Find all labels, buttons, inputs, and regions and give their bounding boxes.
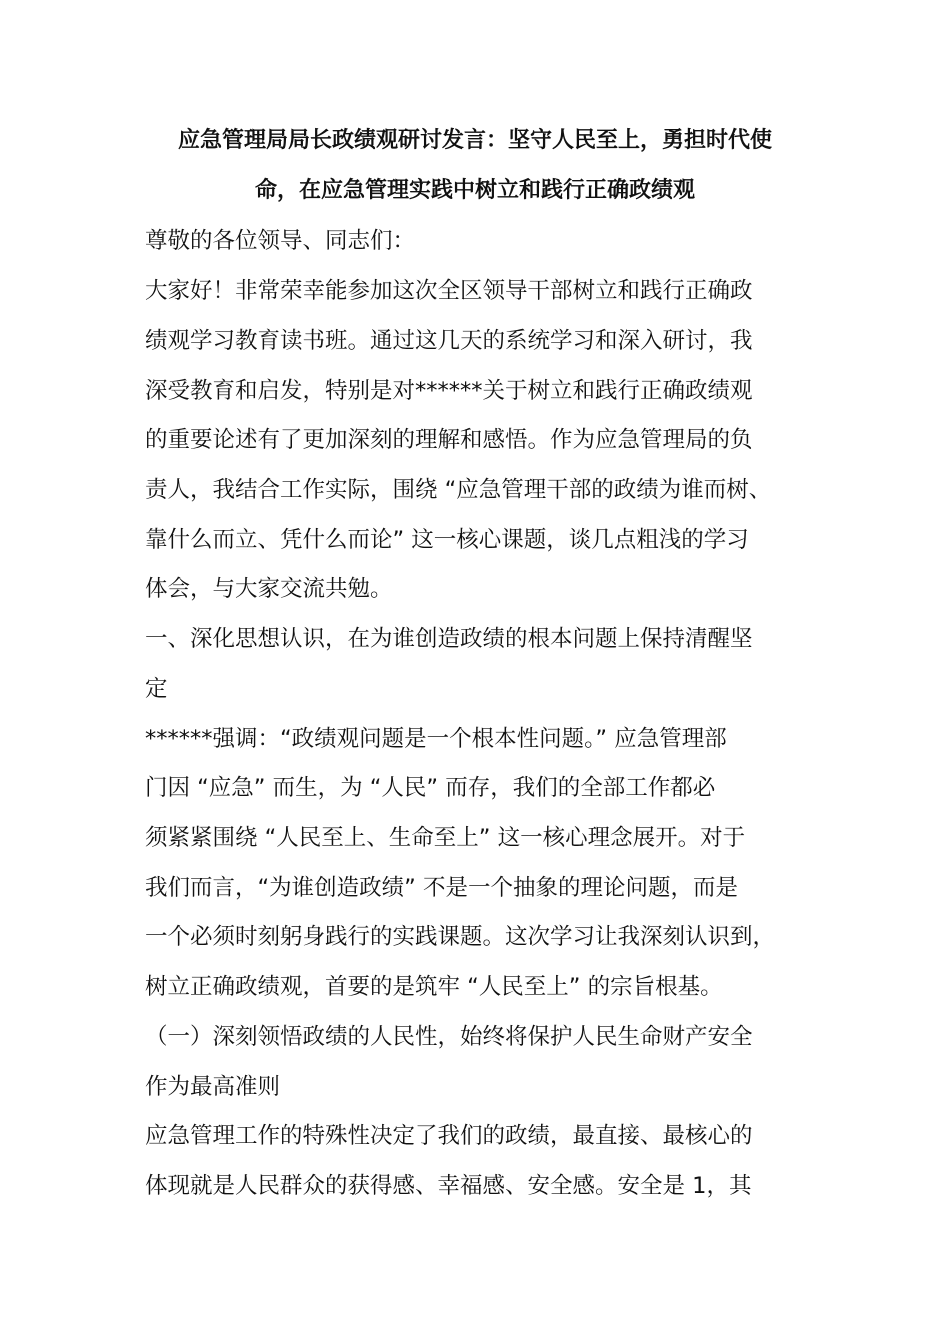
paragraph-line: 靠什么而立、凭什么而论” 这一核心课题，谈几点粗浅的学习: [145, 527, 749, 553]
paragraph-line: 一个必须时刻躬身践行的实践课题。这次学习让我深刻认识到，: [145, 924, 776, 950]
paragraph-line: ******强调：“政绩观问题是一个根本性问题。” 应急管理部: [145, 726, 727, 752]
paragraph-line: 绩观学习教育读书班。通过这几天的系统学习和深入研讨，我: [145, 328, 753, 354]
paragraph-line: 责人，我结合工作实际，围绕 “应急管理干部的政绩为谁而树、: [145, 477, 772, 503]
document-title-line-1: 应急管理局局长政绩观研讨发言：坚守人民至上，勇担时代使: [177, 128, 772, 153]
paragraph-line: 须紧紧围绕 “人民至上、生命至上” 这一核心理念展开。对于: [145, 825, 746, 851]
paragraph-line: 大家好！非常荣幸能参加这次全区领导干部树立和践行正确政: [145, 278, 753, 304]
paragraph-line: 门因 “应急” 而生，为 “人民” 而存，我们的全部工作都必: [145, 775, 716, 801]
section-heading-line: 定: [145, 676, 168, 702]
document-title-line-2: 命，在应急管理实践中树立和践行正确政绩观: [254, 178, 695, 203]
salutation: 尊敬的各位领导、同志们：: [145, 228, 416, 254]
subsection-heading-line: 作为最高准则: [145, 1074, 281, 1100]
paragraph-line: 深受教育和启发，特别是对******关于树立和践行正确政绩观: [145, 378, 753, 404]
paragraph-line: 树立正确政绩观，首要的是筑牢 “人民至上” 的宗旨根基。: [145, 974, 723, 1000]
paragraph-line: 我们而言，“为谁创造政绩” 不是一个抽象的理论问题，而是: [145, 875, 738, 901]
paragraph-line: 体现就是人民群众的获得感、幸福感、安全感。安全是 1，其: [145, 1173, 752, 1199]
paragraph-line: 体会，与大家交流共勉。: [145, 576, 393, 602]
paragraph-line: 应急管理工作的特殊性决定了我们的政绩，最直接、最核心的: [145, 1123, 753, 1149]
paragraph-line: 的重要论述有了更加深刻的理解和感悟。作为应急管理局的负: [145, 427, 753, 453]
section-heading-line: 一、深化思想认识，在为谁创造政绩的根本问题上保持清醒坚: [145, 626, 753, 652]
subsection-heading-line: （一）深刻领悟政绩的人民性，始终将保护人民生命财产安全: [145, 1024, 753, 1050]
